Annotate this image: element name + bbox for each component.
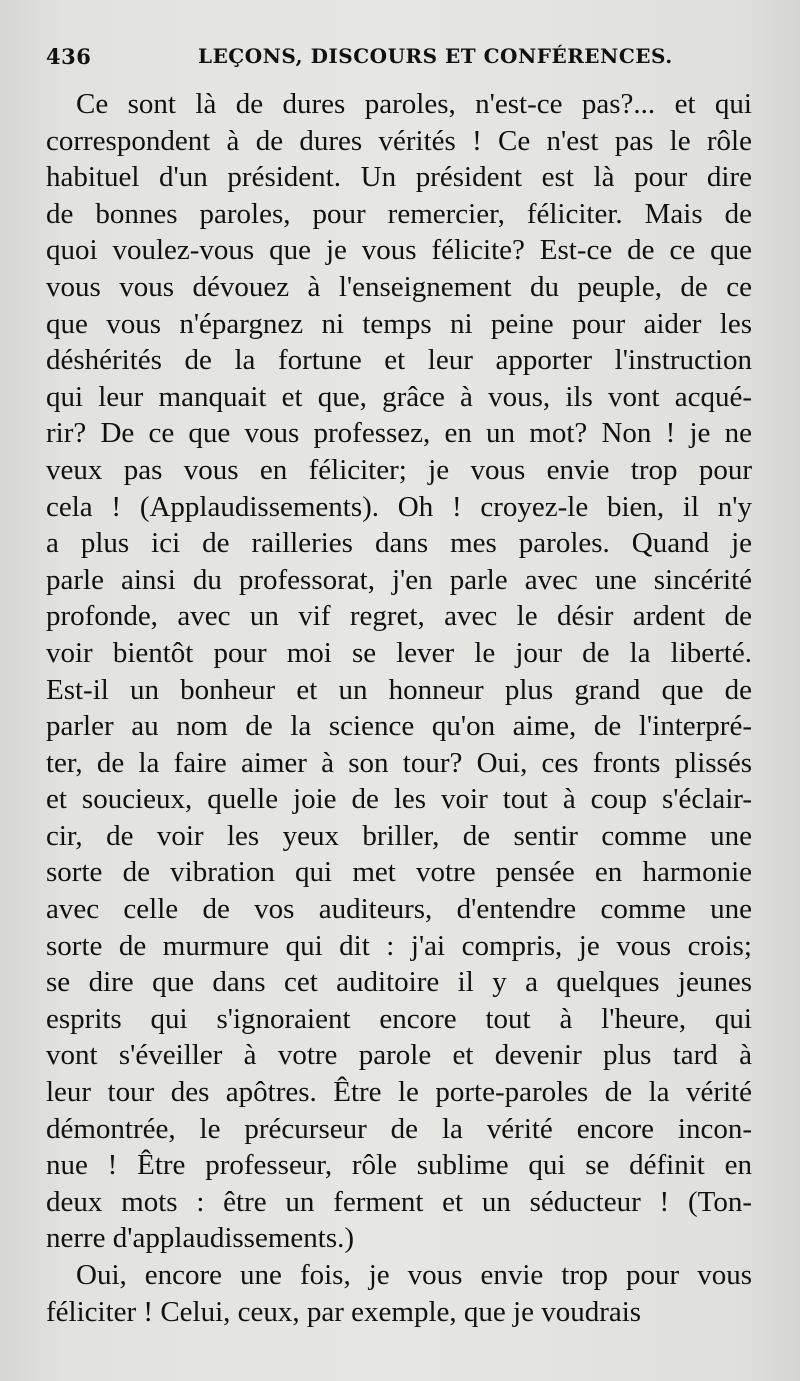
text-line: esprits qui s'ignoraient encore tout à l'heure, qui — [46, 1002, 752, 1035]
text-line: parle ainsi du professorat, j'en parle avec une sincérité — [46, 563, 752, 596]
text-line: féliciter ! Celui, ceux, par exemple, que je voudrais — [46, 1295, 642, 1328]
text-line: habituel d'un président. Un président est là pour dire — [46, 161, 752, 194]
text-line: cir, de voir les yeux briller, de sentir comme une — [46, 819, 752, 852]
page-number: 436 — [46, 44, 92, 69]
text-line: cela ! (Applaudissements). Oh ! croyez-le bien, il n'y — [46, 490, 752, 523]
text-line: avec celle de vos auditeurs, d'entendre comme une — [46, 893, 752, 926]
text-line: ter, de la faire aimer à son tour? Oui, ces fronts plissés — [46, 746, 752, 779]
text-line: vous vous dévouez à l'enseignement du peuple, de ce — [46, 270, 752, 303]
text-line: voir bientôt pour moi se lever le jour de la liberté. — [46, 636, 752, 669]
text-line: parler au nom de la science qu'on aime, de l'interpré- — [46, 710, 752, 743]
text-line: que vous n'épargnez ni temps ni peine pour aider les — [46, 307, 752, 340]
text-line: deux mots : être un ferment et un séducteur ! (Ton- — [46, 1185, 752, 1218]
text-line: sorte de vibration qui met votre pensée en harmonie — [46, 856, 752, 889]
text-line: de bonnes paroles, pour remercier, féliciter. Mais de — [46, 197, 752, 230]
text-line: et soucieux, quelle joie de les voir tout à coup s'éclair- — [46, 783, 752, 816]
text-line: vont s'éveiller à votre parole et devenir plus tard à — [46, 1039, 752, 1072]
text-line: Ce sont là de dures paroles, n'est-ce pas?... et qui — [76, 88, 752, 120]
text-line: qui leur manquait et que, grâce à vous, ils vont acqué- — [46, 380, 752, 413]
text-line: rir? De ce que vous professez, en un mot? Non ! je ne — [46, 417, 752, 450]
text-line: veux pas vous en féliciter; je vous envie trop pour — [46, 453, 752, 486]
text-line: nerre d'applaudissements.) — [46, 1222, 355, 1255]
running-title: LEÇONS, DISCOURS ET CONFÉRENCES. — [198, 44, 673, 68]
text-line: se dire que dans cet auditoire il y a quelques jeunes — [46, 966, 752, 999]
text-line: a plus ici de railleries dans mes paroles. Quand je — [46, 527, 752, 560]
text-line: Oui, encore une fois, je vous envie trop pour vous — [76, 1259, 752, 1291]
text-line: leur tour des apôtres. Être le porte-paroles de la vérité — [46, 1076, 752, 1109]
text-line: déshérités de la fortune et leur apporter l'instruction — [46, 344, 752, 377]
text-line: correspondent à de dures vérités ! Ce n'est pas le rôle — [46, 124, 752, 157]
running-head — [46, 42, 766, 76]
text-line: quoi voulez-vous que je vous félicite? Est-ce de ce que — [46, 234, 752, 267]
body-text — [46, 86, 752, 1330]
text-line: sorte de murmure qui dit : j'ai compris, je vous crois; — [46, 929, 752, 962]
text-line: démontrée, le précurseur de la vérité encore incon- — [46, 1112, 752, 1145]
text-line: profonde, avec un vif regret, avec le désir ardent de — [46, 600, 752, 633]
text-line: nue ! Être professeur, rôle sublime qui se définit en — [46, 1149, 752, 1182]
text-line: Est-il un bonheur et un honneur plus grand que de — [46, 673, 752, 706]
